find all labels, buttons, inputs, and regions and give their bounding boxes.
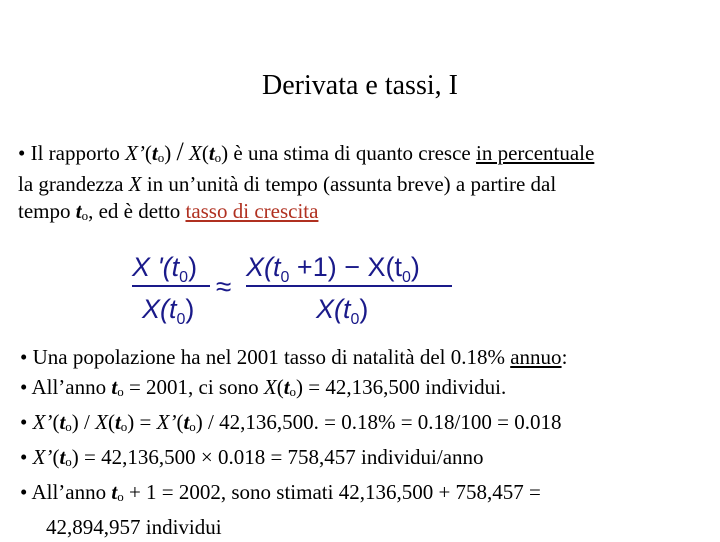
text: ) — [164, 141, 177, 165]
symbol-t: t — [59, 410, 66, 434]
text: ) = 42,136,500 × 0.018 = 758,457 individui/anno — [71, 445, 484, 469]
symbol-t: t — [59, 445, 66, 469]
text: in un’unità di tempo (assunta breve) a partire dal — [141, 172, 557, 196]
symbol-x: X — [263, 375, 277, 399]
text: • Il rapporto — [18, 141, 126, 165]
text: la grandezza — [18, 172, 129, 196]
bullet-4 — [20, 442, 710, 477]
text: ( — [144, 141, 152, 165]
text: + 1 = 2002, sono stimati 42,136,500 + 758,457 = — [123, 480, 541, 504]
symbol-xprime: X’ — [125, 141, 145, 165]
subscript: o — [65, 454, 72, 469]
intro-line-3 — [18, 198, 708, 229]
symbol-xprime: X’ — [156, 410, 177, 434]
text: ) / — [71, 410, 96, 434]
bullet-5-continuation: 42,894,957 individui — [46, 515, 222, 539]
bullet-1 — [20, 342, 710, 372]
symbol-x: X — [183, 141, 202, 165]
bullet-3 — [20, 407, 710, 442]
text: ) = 42,136,500 individui. — [296, 375, 507, 399]
symbol-x: X — [128, 172, 142, 196]
growth-rate-formula — [130, 246, 460, 332]
intro-paragraph — [18, 138, 708, 229]
formula-left-numerator: X '$(t_0)$ — [132, 252, 198, 286]
slide-title-text: Derivata e tassi, I — [262, 70, 458, 101]
intro-line-2 — [18, 171, 708, 198]
text: , ed è detto — [88, 199, 186, 223]
symbol-t: t — [183, 410, 190, 434]
symbol-t: t — [208, 141, 215, 165]
subscript: o — [65, 419, 72, 434]
underlined-phrase: in percentuale — [475, 141, 595, 165]
slide-title — [0, 70, 720, 102]
formula-right-denominator: $X(t_0)$ — [316, 294, 369, 328]
subscript: o — [120, 419, 128, 434]
text: = 2001, ci sono — [123, 375, 264, 399]
symbol-xprime: X’ — [32, 410, 53, 434]
symbol-t: t — [111, 480, 118, 504]
slash: / — [176, 137, 184, 166]
symbol-xprime: X’ — [32, 445, 53, 469]
symbol-t: t — [111, 375, 118, 399]
intro-line-1 — [18, 138, 708, 171]
text: ) è una stima di quanto cresce — [221, 141, 476, 165]
text: ( — [276, 375, 284, 399]
bullet-5 — [20, 477, 710, 512]
text: ( — [201, 141, 209, 165]
text: • All’anno — [20, 375, 112, 399]
text: ( — [52, 410, 60, 434]
subscript: o — [289, 384, 297, 399]
text: • — [20, 410, 33, 434]
formula-left-denominator: $X(t_0)$ — [142, 294, 195, 328]
subscript: o — [117, 489, 124, 504]
text: • — [20, 445, 33, 469]
text: • All’anno — [20, 480, 112, 504]
subscript: o — [81, 208, 89, 223]
underlined-word: annuo — [510, 345, 562, 369]
text: ( — [52, 445, 60, 469]
formula-approx-sign: ≈ — [216, 271, 232, 302]
text: • Una popolazione ha nel 2001 tasso di natalità del 0.18% — [20, 345, 511, 369]
subscript: o — [157, 150, 165, 165]
text: : — [561, 345, 568, 369]
example-bullets — [20, 342, 710, 542]
text: tempo — [18, 199, 76, 223]
growth-rate-term: tasso di crescita — [185, 199, 319, 223]
subscript: o — [189, 419, 196, 434]
bullet-2 — [20, 372, 710, 407]
symbol-t: t — [114, 410, 121, 434]
text: ) = — [127, 410, 157, 434]
subscript: o — [117, 384, 124, 399]
symbol-t: t — [151, 141, 158, 165]
symbol-t: t — [75, 199, 82, 223]
text: ( — [176, 410, 184, 434]
symbol-t: t — [283, 375, 290, 399]
text: ) / 42,136,500. = 0.18% = 0.18/100 = 0.018 — [195, 410, 562, 434]
formula-right-numerator: $X(t_0 +1) - X(t_0)$ — [246, 252, 420, 286]
subscript: o — [214, 150, 222, 165]
symbol-x: X — [95, 410, 108, 434]
text: ( — [107, 410, 115, 434]
